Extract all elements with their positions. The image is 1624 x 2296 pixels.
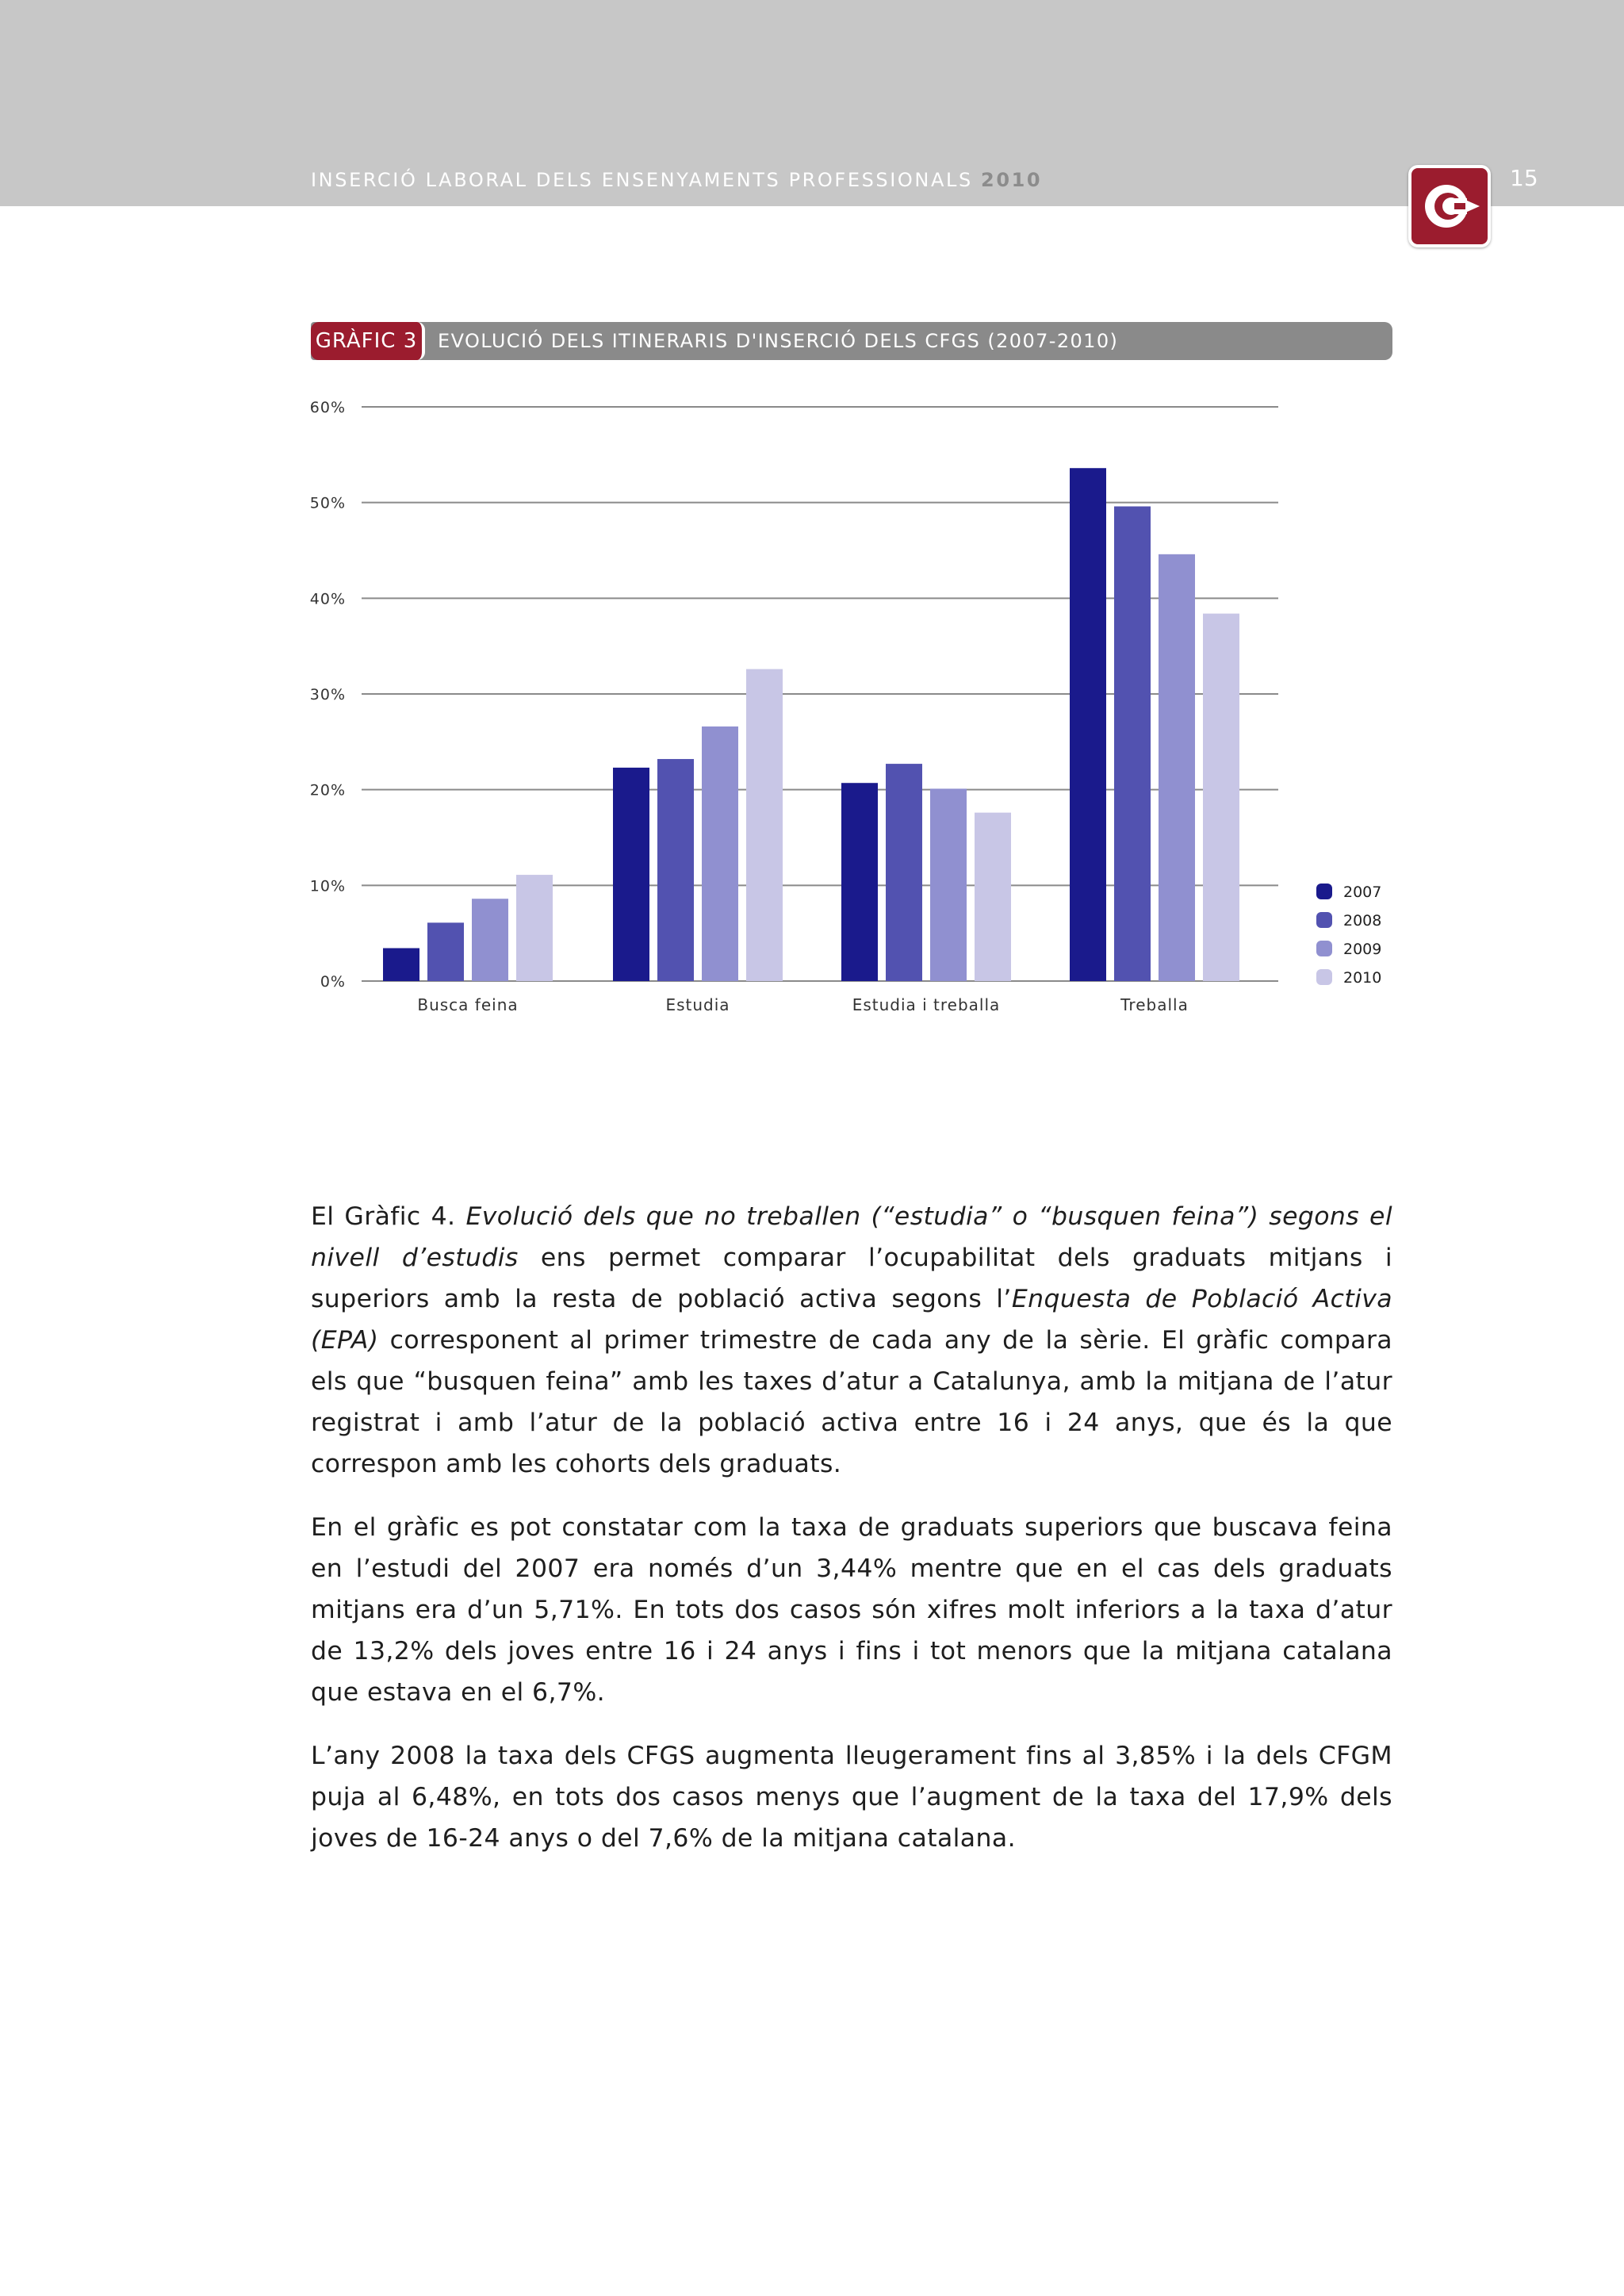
bar <box>702 726 738 981</box>
legend-swatch <box>1316 941 1332 956</box>
institution-logo-icon <box>1408 165 1491 247</box>
logo-graphic <box>1411 168 1488 244</box>
y-tick-label: 30% <box>309 686 346 703</box>
legend-swatch <box>1316 969 1332 985</box>
bar <box>975 813 1011 981</box>
paragraph-1 <box>311 1196 1392 1485</box>
bar <box>427 922 464 981</box>
x-category-label: Estudia i treballa <box>852 995 1001 1014</box>
page-number: 15 <box>1510 165 1538 191</box>
bar <box>516 875 553 981</box>
y-tick-label: 20% <box>309 781 346 799</box>
bar <box>886 764 922 981</box>
legend-label: 2009 <box>1343 941 1382 958</box>
p1-figure-reference: Evolució dels que no treballen (“estudia” o “busquen feina”) segons el nivell d’estudis <box>311 1202 1392 1272</box>
x-category-label: Treballa <box>1120 995 1189 1014</box>
legend-label: 2010 <box>1343 969 1382 987</box>
p1-text-e: corresponent al primer trimestre de cada any de la sèrie. El gràfic compara els que “busquen feina” amb les taxes d’atur a Catalunya, amb la mitjana de l’atur registrat i amb l’atur de la població activa entre 16 i 24 anys, que és la que correspon amb les cohorts dels graduats. <box>311 1326 1392 1478</box>
y-tick-label: 50% <box>309 494 346 512</box>
running-title-text: INSERCIÓ LABORAL DELS ENSENYAMENTS PROFESSIONALS <box>311 169 973 191</box>
bar <box>1114 506 1151 981</box>
bar <box>930 788 967 981</box>
bar <box>613 768 649 981</box>
bar <box>657 759 694 981</box>
figure-tag: GRÀFIC 3 <box>311 322 425 360</box>
y-tick-label: 10% <box>309 877 346 895</box>
y-tick-label: 40% <box>309 590 346 608</box>
bar-chart <box>285 381 1396 1031</box>
p1-survey-reference: Enquesta de Població Activa (EPA) <box>311 1285 1392 1355</box>
y-tick-label: 60% <box>309 399 346 416</box>
p1-text-c: ens permet comparar l’ocupabilitat dels graduats mitjans i superiors amb la resta de població activa segons l’ <box>311 1244 1392 1313</box>
paragraph-2: En el gràfic es pot constatar com la taxa de graduats superiors que buscava feina en l’estudi del 2007 era només d’un 3,44% mentre que en el cas dels graduats mitjans era d’un 5,71%. En tots dos casos són xifres molt inferiors a la taxa d’atur de 13,2% dels joves entre 16 i 24 anys i fins i tot menors que la mitjana catalana que estava en el 6,7%. <box>311 1513 1392 1707</box>
paragraph-3: L’any 2008 la taxa dels CFGS augmenta lleugerament fins al 3,85% i la dels CFGM puja al 6,48%, en tots dos casos menys que l’augment de la taxa del 17,9% dels joves de 16-24 anys o del 7,6% de la mitjana catalana. <box>311 1742 1392 1853</box>
body-text <box>311 1196 1392 1881</box>
x-category-label: Estudia <box>665 995 730 1014</box>
x-category-label: Busca feina <box>417 995 519 1014</box>
bar <box>746 669 783 981</box>
y-tick-label: 0% <box>320 973 346 991</box>
running-title-year: 2010 <box>981 169 1043 191</box>
legend-label: 2007 <box>1343 884 1382 901</box>
bar <box>1203 614 1239 981</box>
bar <box>383 948 419 981</box>
legend-swatch <box>1316 912 1332 928</box>
bar <box>1159 554 1195 981</box>
legend-label: 2008 <box>1343 912 1382 930</box>
bar <box>472 899 508 981</box>
bar <box>841 783 878 981</box>
bar <box>1070 468 1106 981</box>
figure-title: EVOLUCIÓ DELS ITINERARIS D'INSERCIÓ DELS CFGS (2007-2010) <box>438 330 1119 352</box>
running-title <box>311 169 1042 191</box>
figure-title-bar <box>311 322 1392 360</box>
legend-swatch <box>1316 884 1332 899</box>
p1-text-a: El Gràfic 4. <box>311 1202 466 1231</box>
